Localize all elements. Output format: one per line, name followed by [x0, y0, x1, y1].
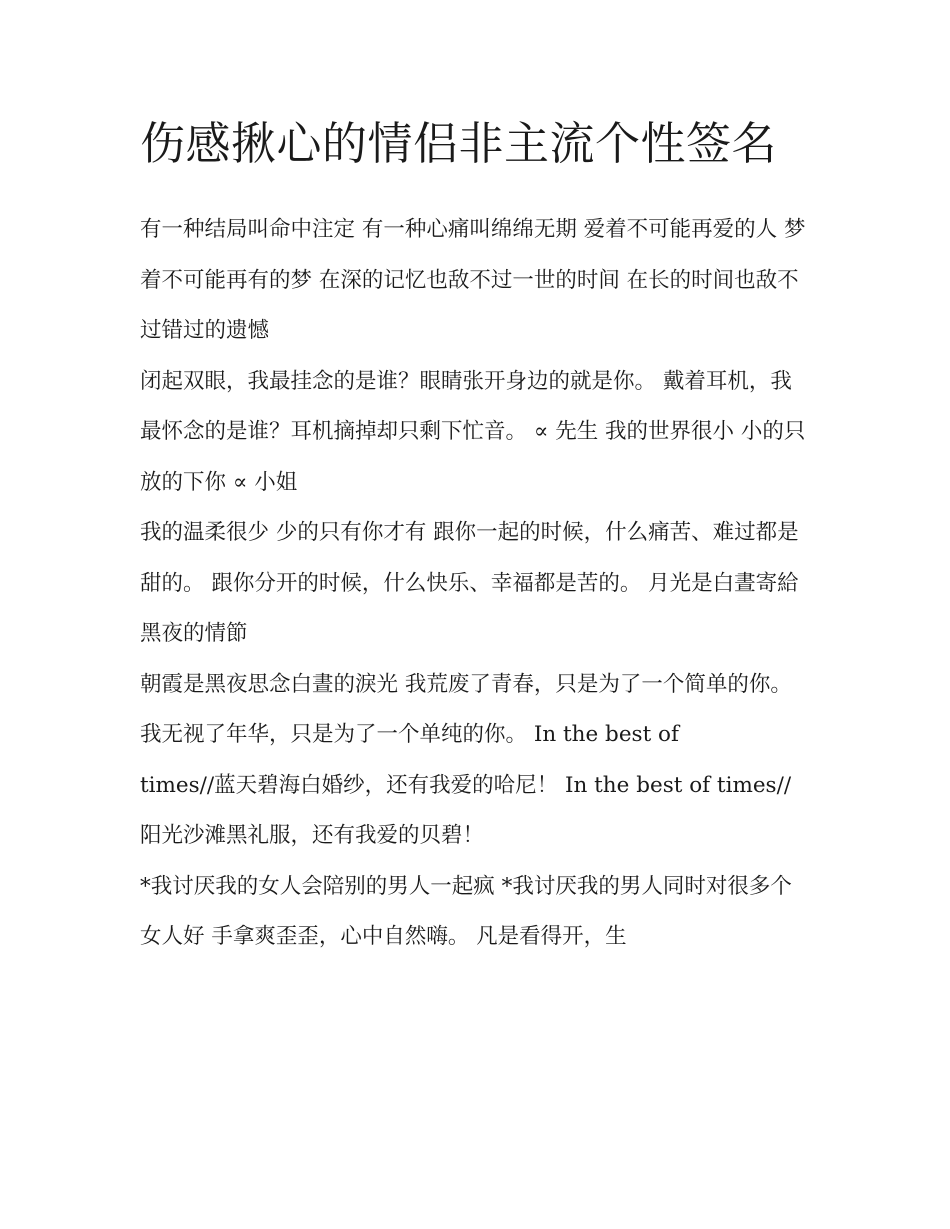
paragraph-2: 闭起双眼，我最挂念的是谁？眼睛张开身边的就是你。 戴着耳机，我最怀念的是谁？耳机摘掉却只剩下忙音。 ∝ 先生 我的世界很小 小的只放的下你 ∝ 小姐 [140, 368, 806, 495]
paragraph-1: 有一种结局叫命中注定 有一种心痛叫绵绵无期 爱着不可能再爱的人 梦着不可能再有的梦 在深的记忆也敌不过一世的时间 在长的时间也敌不过错过的遗憾 [140, 217, 806, 343]
paragraph-4: 朝霞是黑夜思念白晝的淚光 我荒废了青春，只是为了一个简单的你。 我无视了年华，只是为了一个单纯的你。 In the best of [140, 671, 792, 747]
document-page [140, 112, 810, 963]
document-title: 伤感揪心的情侣非主流个性签名 [140, 117, 778, 170]
paragraph-6: *我讨厌我的女人会陪别的男人一起疯 *我讨厌我的男人同时对很多个女人好 手拿爽歪歪，心中自然嗨。 凡是看得开，生 [140, 873, 792, 949]
paragraph-5: times//蓝天碧海白婚纱，还有我爱的哈尼！ In the best of times//阳光沙滩黑礼服，还有我爱的贝碧！ [140, 772, 792, 848]
paragraph-3: 我的温柔很少 少的只有你才有 跟你一起的时候，什么痛苦、难过都是甜的。 跟你分开的时候，什么快乐、幸福都是苦的。 月光是白晝寄給黑夜的情節 [140, 520, 799, 646]
document-body [140, 205, 810, 963]
